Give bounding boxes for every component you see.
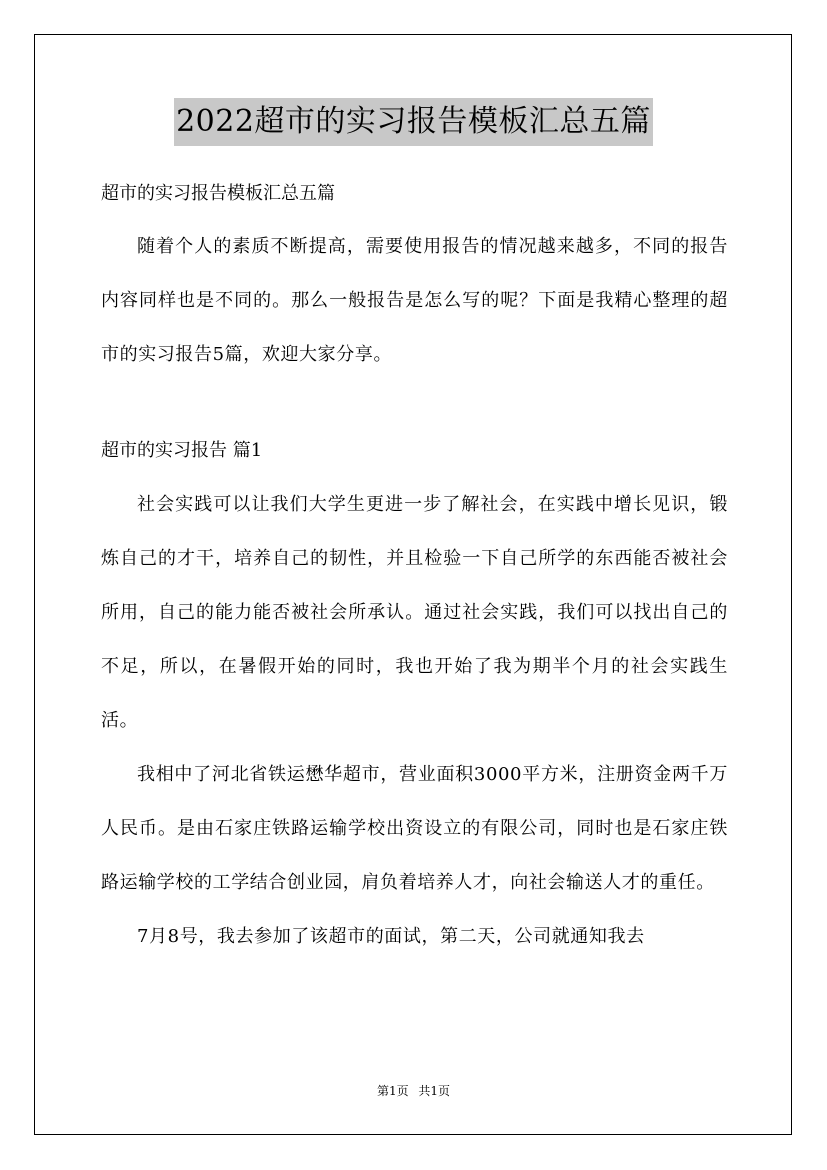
page-number: 第1页 bbox=[376, 1084, 409, 1098]
page-total: 共1页 bbox=[418, 1084, 451, 1098]
page-footer bbox=[0, 1082, 827, 1100]
intro-paragraph: 随着个人的素质不断提高，需要使用报告的情况越来越多，不同的报告内容同样也是不同的。那么一般报告是怎么写的呢？下面是我精心整理的超市的实习报告5篇，欢迎大家分享。 bbox=[101, 236, 728, 365]
document-body bbox=[101, 172, 728, 964]
body-paragraph: 我相中了河北省铁运懋华超市，营业面积3000平方米，注册资金两千万人民币。是由石家庄铁路运输学校出资设立的有限公司，同时也是石家庄铁路运输学校的工学结合创业园，肩负着培养人才，向社会输送人才的重任。 bbox=[101, 764, 728, 893]
document-title: 2022超市的实习报告模板汇总五篇 bbox=[174, 98, 653, 146]
document-subtitle: 超市的实习报告模板汇总五篇 bbox=[101, 183, 335, 204]
body-paragraph: 7月8号，我去参加了该超市的面试，第二天，公司就通知我去 bbox=[137, 926, 645, 947]
body-paragraph: 社会实践可以让我们大学生更进一步了解社会，在实践中增长见识，锻炼自己的才干，培养自己的韧性，并且检验一下自己所学的东西能否被社会所用，自己的能力能否被社会所承认。通过社会实践，我们可以找出自己的不足，所以，在暑假开始的同时，我也开始了我为期半个月的社会实践生活。 bbox=[101, 494, 728, 731]
section-heading: 超市的实习报告 篇1 bbox=[101, 440, 263, 461]
title-container bbox=[0, 98, 827, 146]
